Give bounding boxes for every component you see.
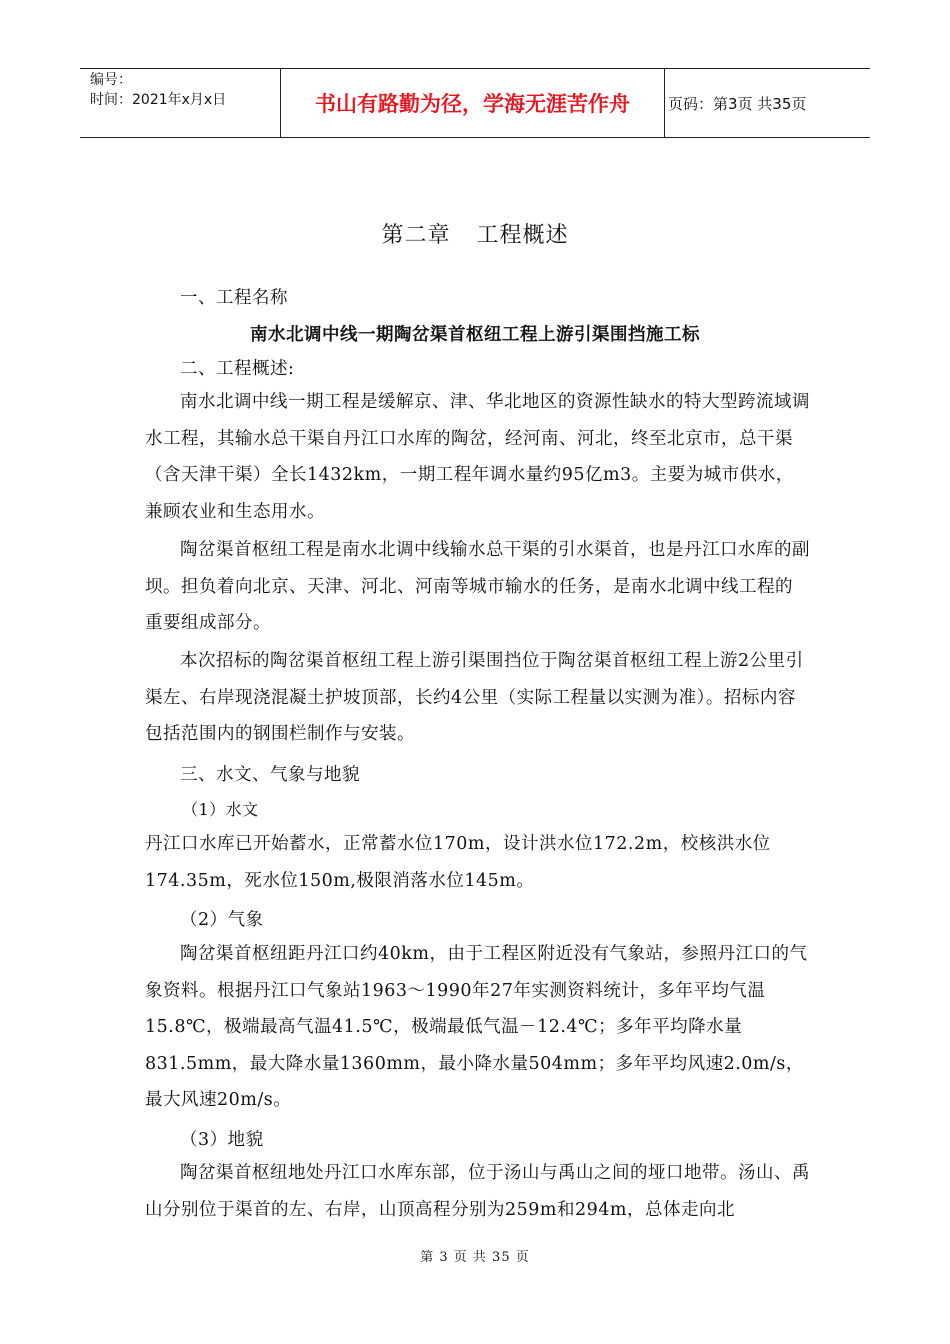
paragraph-hydrology: 丹江口水库已开始蓄水，正常蓄水位170m，设计洪水位172.2m，校核洪水位174.35m，死水位150m,极限消落水位145m。: [145, 834, 771, 891]
chapter-title: [0, 218, 950, 249]
chapter-name: 工程概述: [476, 223, 569, 248]
section-heading-3: 三、水文、气象与地貌: [180, 765, 360, 785]
subheading-climate: （2）气象: [180, 910, 264, 930]
header-meta-cell: [80, 69, 281, 137]
paragraph-landform: 陶岔渠首枢纽地处丹江口水库东部，位于汤山与禹山之间的垭口地带。汤山、禹山分别位于渠首的左、右岸，山顶高程分别为259m和294m，总体走向北: [145, 1163, 810, 1220]
page-footer: 第 3 页 共 35 页: [420, 1250, 530, 1265]
paragraph-overview-1: 南水北调中线一期工程是缓解京、津、华北地区的资源性缺水的特大型跨流域调水工程，其输水总干渠自丹江口水库的陶岔，经河南、河北，终至北京市，总干渠（含天津干渠）全长1432km，一期工程年调水量约95亿m3。主要为城市供水，兼顾农业和生态用水。: [145, 392, 810, 522]
paragraph-climate: 陶岔渠首枢纽距丹江口约40km，由于工程区附近没有气象站，参照丹江口的气象资料。根据丹江口气象站1963～1990年27年实测资料统计，多年平均气温15.8℃，极端最高气温41.5℃，极端最低气温－12.4℃；多年平均降水量831.5mm，最大降水量1360mm，最小降水量504mm；多年平均风速2.0m/s，最大风速20m/s。: [145, 944, 808, 1110]
chapter-number: 第二章: [381, 223, 451, 248]
header-page-info: 页码：第3页 共35页: [668, 94, 807, 113]
document-number-label: 编号：: [90, 72, 132, 88]
paragraph-overview-3: 本次招标的陶岔渠首枢纽工程上游引渠围挡位于陶岔渠首枢纽工程上游2公里引渠左、右岸现浇混凝土护坡顶部，长约4公里（实际工程量以实测为准）。招标内容包括范围内的钢围栏制作与安装。: [145, 651, 804, 744]
document-date-label: 时间：2021年x月x日: [90, 92, 227, 108]
project-name: 南水北调中线一期陶岔渠首枢纽工程上游引渠围挡施工标: [250, 325, 700, 345]
section-heading-1: 一、工程名称: [180, 288, 288, 308]
subheading-landform: （3）地貌: [180, 1130, 264, 1150]
paragraph-overview-2: 陶岔渠首枢纽工程是南水北调中线输水总干渠的引水渠首，也是丹江口水库的副坝。担负着向北京、天津、河北、河南等城市输水的任务，是南水北调中线工程的重要组成部分。: [145, 540, 810, 633]
page-header: [80, 68, 870, 138]
header-motto: 书山有路勤为径，学海无涯苦作舟: [281, 69, 665, 137]
subheading-hydrology: （1）水文: [182, 800, 259, 819]
section-heading-2: 二、工程概述:: [180, 359, 295, 379]
